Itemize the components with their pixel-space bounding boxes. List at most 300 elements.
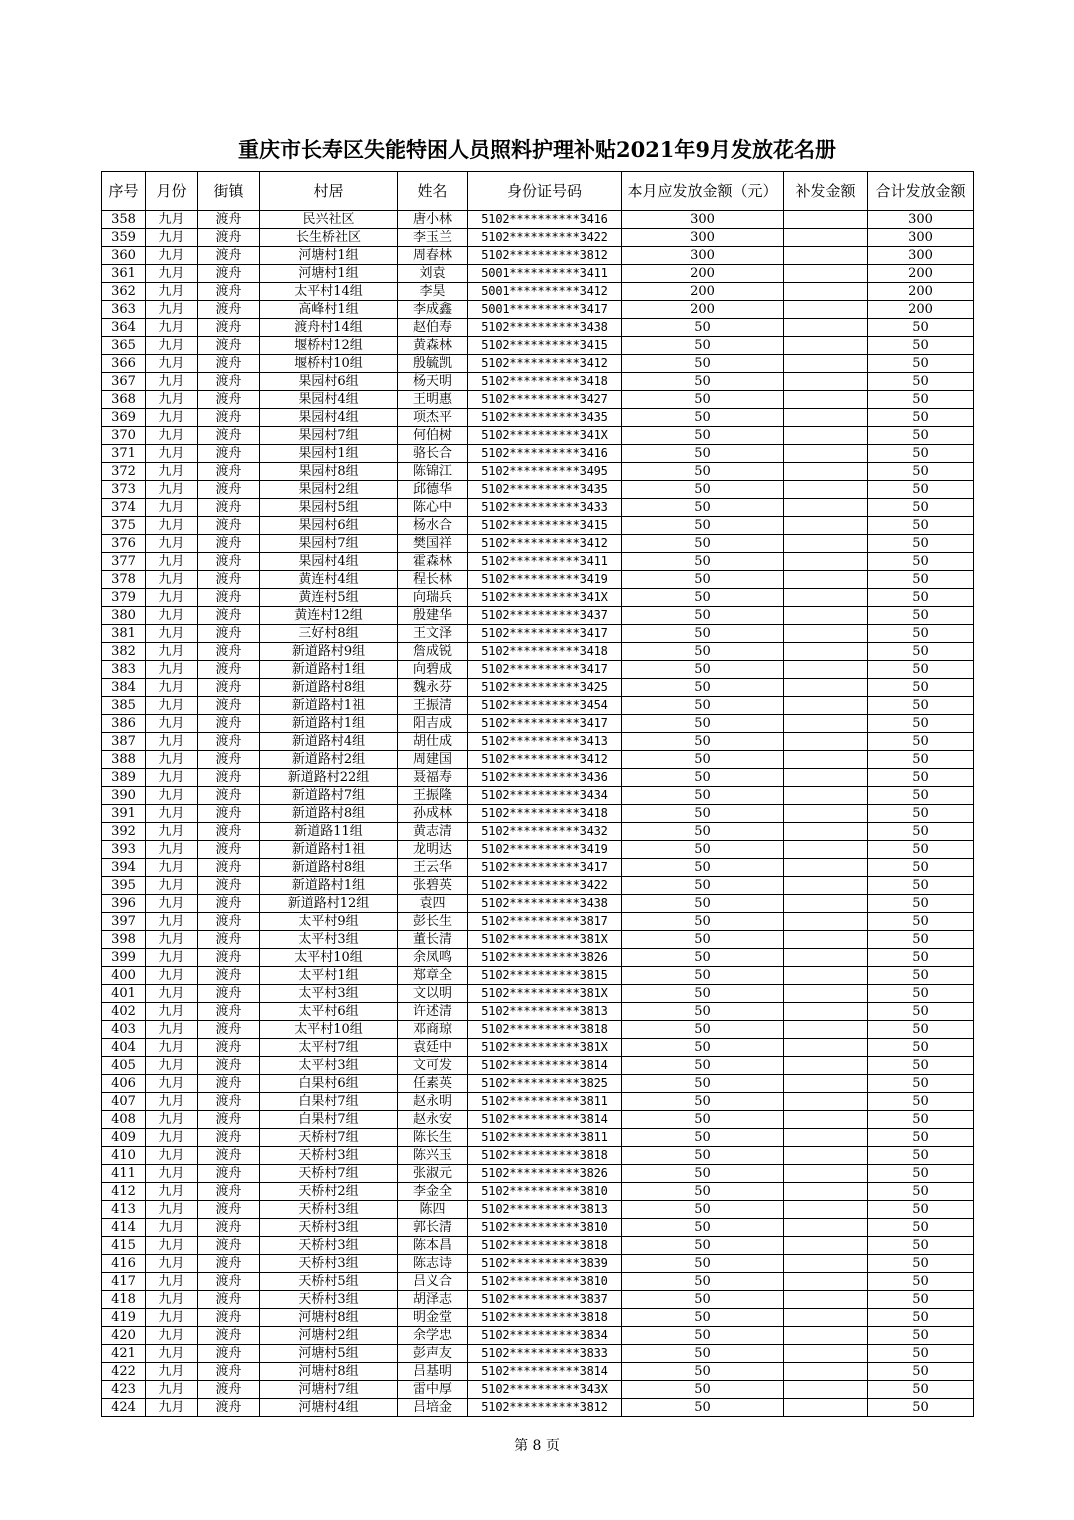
cell-index: 383 xyxy=(102,661,146,679)
table-row xyxy=(102,283,974,301)
header-monthly-amount: 本月应发放金额（元） xyxy=(622,172,784,211)
cell-total-amount: 50 xyxy=(868,319,974,337)
cell-supplement-amount xyxy=(784,1129,868,1147)
cell-index: 390 xyxy=(102,787,146,805)
cell-index: 387 xyxy=(102,733,146,751)
table-header-row xyxy=(102,172,974,211)
cell-town: 渡舟 xyxy=(198,535,260,553)
cell-id-number: 5102**********3417 xyxy=(468,625,622,643)
cell-town: 渡舟 xyxy=(198,355,260,373)
cell-town: 渡舟 xyxy=(198,895,260,913)
cell-id-number: 5102**********341X xyxy=(468,427,622,445)
cell-village: 新道路村9组 xyxy=(260,643,398,661)
cell-village: 果园村6组 xyxy=(260,373,398,391)
cell-name: 邱德华 xyxy=(398,481,468,499)
cell-name: 王文泽 xyxy=(398,625,468,643)
cell-id-number: 5102**********3427 xyxy=(468,391,622,409)
cell-monthly-amount: 50 xyxy=(622,1399,784,1417)
cell-town: 渡舟 xyxy=(198,571,260,589)
cell-month: 九月 xyxy=(146,643,198,661)
table-row xyxy=(102,355,974,373)
cell-month: 九月 xyxy=(146,1309,198,1327)
cell-monthly-amount: 50 xyxy=(622,1363,784,1381)
cell-supplement-amount xyxy=(784,553,868,571)
cell-id-number: 5102**********3833 xyxy=(468,1345,622,1363)
cell-total-amount: 50 xyxy=(868,1093,974,1111)
cell-index: 381 xyxy=(102,625,146,643)
cell-name: 唐小林 xyxy=(398,211,468,229)
cell-index: 371 xyxy=(102,445,146,463)
cell-town: 渡舟 xyxy=(198,1345,260,1363)
cell-month: 九月 xyxy=(146,211,198,229)
cell-supplement-amount xyxy=(784,1201,868,1219)
cell-village: 新道路村1祖 xyxy=(260,697,398,715)
cell-village: 白果村7组 xyxy=(260,1111,398,1129)
cell-id-number: 5102**********3834 xyxy=(468,1327,622,1345)
cell-total-amount: 50 xyxy=(868,589,974,607)
cell-total-amount: 50 xyxy=(868,1057,974,1075)
cell-town: 渡舟 xyxy=(198,1057,260,1075)
cell-monthly-amount: 50 xyxy=(622,1021,784,1039)
table-row xyxy=(102,229,974,247)
cell-supplement-amount xyxy=(784,409,868,427)
cell-total-amount: 50 xyxy=(868,841,974,859)
cell-month: 九月 xyxy=(146,1273,198,1291)
cell-total-amount: 50 xyxy=(868,1291,974,1309)
cell-index: 419 xyxy=(102,1309,146,1327)
table-row xyxy=(102,1219,974,1237)
cell-month: 九月 xyxy=(146,1327,198,1345)
cell-index: 409 xyxy=(102,1129,146,1147)
cell-monthly-amount: 50 xyxy=(622,445,784,463)
cell-monthly-amount: 50 xyxy=(622,1129,784,1147)
cell-month: 九月 xyxy=(146,1291,198,1309)
cell-total-amount: 50 xyxy=(868,823,974,841)
cell-village: 高峰村1组 xyxy=(260,301,398,319)
cell-village: 天桥村3组 xyxy=(260,1291,398,1309)
cell-village: 果园村7组 xyxy=(260,427,398,445)
table-row xyxy=(102,571,974,589)
cell-supplement-amount xyxy=(784,697,868,715)
cell-supplement-amount xyxy=(784,535,868,553)
cell-total-amount: 50 xyxy=(868,571,974,589)
table-row xyxy=(102,553,974,571)
cell-town: 渡舟 xyxy=(198,319,260,337)
cell-monthly-amount: 50 xyxy=(622,805,784,823)
cell-supplement-amount xyxy=(784,373,868,391)
cell-town: 渡舟 xyxy=(198,283,260,301)
table-row xyxy=(102,247,974,265)
cell-village: 太平村9组 xyxy=(260,913,398,931)
cell-total-amount: 50 xyxy=(868,1237,974,1255)
cell-index: 416 xyxy=(102,1255,146,1273)
cell-village: 河塘村1组 xyxy=(260,265,398,283)
cell-supplement-amount xyxy=(784,859,868,877)
cell-village: 太平村3组 xyxy=(260,1057,398,1075)
cell-village: 果园村4组 xyxy=(260,391,398,409)
cell-monthly-amount: 50 xyxy=(622,1345,784,1363)
cell-total-amount: 50 xyxy=(868,373,974,391)
table-row xyxy=(102,931,974,949)
table-row xyxy=(102,1147,974,1165)
cell-village: 果园村5组 xyxy=(260,499,398,517)
cell-name: 明金堂 xyxy=(398,1309,468,1327)
cell-monthly-amount: 50 xyxy=(622,787,784,805)
cell-name: 陈锦江 xyxy=(398,463,468,481)
cell-month: 九月 xyxy=(146,355,198,373)
cell-month: 九月 xyxy=(146,823,198,841)
cell-town: 渡舟 xyxy=(198,967,260,985)
cell-id-number: 5102**********3818 xyxy=(468,1021,622,1039)
cell-name: 邓商琼 xyxy=(398,1021,468,1039)
table-row xyxy=(102,1057,974,1075)
cell-total-amount: 50 xyxy=(868,1147,974,1165)
cell-total-amount: 200 xyxy=(868,283,974,301)
table-row xyxy=(102,625,974,643)
cell-index: 372 xyxy=(102,463,146,481)
cell-index: 394 xyxy=(102,859,146,877)
cell-id-number: 5102**********3810 xyxy=(468,1219,622,1237)
cell-id-number: 5102**********3454 xyxy=(468,697,622,715)
cell-supplement-amount xyxy=(784,427,868,445)
header-total-amount: 合计发放金额 xyxy=(868,172,974,211)
cell-total-amount: 50 xyxy=(868,1381,974,1399)
cell-name: 袁廷中 xyxy=(398,1039,468,1057)
cell-supplement-amount xyxy=(784,949,868,967)
cell-supplement-amount xyxy=(784,1345,868,1363)
cell-supplement-amount xyxy=(784,1147,868,1165)
cell-id-number: 5102**********3419 xyxy=(468,571,622,589)
cell-village: 天桥村3组 xyxy=(260,1237,398,1255)
table-row xyxy=(102,895,974,913)
header-index: 序号 xyxy=(102,172,146,211)
cell-town: 渡舟 xyxy=(198,913,260,931)
cell-monthly-amount: 200 xyxy=(622,283,784,301)
cell-monthly-amount: 50 xyxy=(622,355,784,373)
cell-village: 天桥村7组 xyxy=(260,1165,398,1183)
cell-index: 358 xyxy=(102,211,146,229)
cell-total-amount: 50 xyxy=(868,535,974,553)
table-row xyxy=(102,1309,974,1327)
cell-supplement-amount xyxy=(784,1111,868,1129)
cell-id-number: 5102**********3826 xyxy=(468,1165,622,1183)
cell-total-amount: 50 xyxy=(868,1399,974,1417)
cell-monthly-amount: 50 xyxy=(622,373,784,391)
header-name: 姓名 xyxy=(398,172,468,211)
cell-monthly-amount: 50 xyxy=(622,499,784,517)
cell-name: 胡仕成 xyxy=(398,733,468,751)
cell-month: 九月 xyxy=(146,769,198,787)
cell-month: 九月 xyxy=(146,337,198,355)
cell-month: 九月 xyxy=(146,1039,198,1057)
cell-town: 渡舟 xyxy=(198,805,260,823)
cell-village: 堰桥村10组 xyxy=(260,355,398,373)
cell-index: 367 xyxy=(102,373,146,391)
cell-total-amount: 50 xyxy=(868,805,974,823)
table-row xyxy=(102,787,974,805)
cell-name: 樊国祥 xyxy=(398,535,468,553)
cell-village: 果园村6组 xyxy=(260,517,398,535)
cell-monthly-amount: 50 xyxy=(622,571,784,589)
cell-town: 渡舟 xyxy=(198,1021,260,1039)
table-row xyxy=(102,859,974,877)
cell-index: 379 xyxy=(102,589,146,607)
table-row xyxy=(102,481,974,499)
cell-name: 胡泽志 xyxy=(398,1291,468,1309)
cell-supplement-amount xyxy=(784,571,868,589)
table-row xyxy=(102,715,974,733)
cell-index: 385 xyxy=(102,697,146,715)
cell-total-amount: 50 xyxy=(868,553,974,571)
cell-monthly-amount: 50 xyxy=(622,625,784,643)
cell-id-number: 5102**********3419 xyxy=(468,841,622,859)
cell-town: 渡舟 xyxy=(198,859,260,877)
cell-month: 九月 xyxy=(146,1165,198,1183)
cell-total-amount: 50 xyxy=(868,931,974,949)
cell-index: 364 xyxy=(102,319,146,337)
cell-name: 向瑞兵 xyxy=(398,589,468,607)
cell-month: 九月 xyxy=(146,301,198,319)
cell-month: 九月 xyxy=(146,481,198,499)
table-row xyxy=(102,679,974,697)
cell-month: 九月 xyxy=(146,1057,198,1075)
cell-id-number: 5102**********3814 xyxy=(468,1057,622,1075)
cell-town: 渡舟 xyxy=(198,1327,260,1345)
table-row xyxy=(102,1021,974,1039)
cell-month: 九月 xyxy=(146,751,198,769)
cell-month: 九月 xyxy=(146,1345,198,1363)
cell-supplement-amount xyxy=(784,1165,868,1183)
cell-town: 渡舟 xyxy=(198,715,260,733)
cell-id-number: 5102**********3815 xyxy=(468,967,622,985)
cell-id-number: 5102**********3418 xyxy=(468,643,622,661)
cell-name: 赵永安 xyxy=(398,1111,468,1129)
cell-index: 393 xyxy=(102,841,146,859)
cell-total-amount: 50 xyxy=(868,769,974,787)
cell-village: 太平村3组 xyxy=(260,985,398,1003)
cell-month: 九月 xyxy=(146,1255,198,1273)
cell-total-amount: 50 xyxy=(868,607,974,625)
cell-index: 408 xyxy=(102,1111,146,1129)
cell-name: 雷中厚 xyxy=(398,1381,468,1399)
cell-total-amount: 50 xyxy=(868,445,974,463)
cell-village: 河塘村1组 xyxy=(260,247,398,265)
cell-supplement-amount xyxy=(784,1399,868,1417)
cell-monthly-amount: 50 xyxy=(622,1255,784,1273)
cell-town: 渡舟 xyxy=(198,517,260,535)
cell-id-number: 5102**********3433 xyxy=(468,499,622,517)
cell-total-amount: 50 xyxy=(868,1363,974,1381)
cell-month: 九月 xyxy=(146,499,198,517)
cell-village: 黄连村5组 xyxy=(260,589,398,607)
cell-supplement-amount xyxy=(784,1057,868,1075)
cell-village: 河塘村8组 xyxy=(260,1363,398,1381)
cell-monthly-amount: 50 xyxy=(622,337,784,355)
cell-town: 渡舟 xyxy=(198,1129,260,1147)
cell-name: 黄森林 xyxy=(398,337,468,355)
cell-village: 河塘村8组 xyxy=(260,1309,398,1327)
cell-total-amount: 300 xyxy=(868,247,974,265)
cell-index: 373 xyxy=(102,481,146,499)
table-row xyxy=(102,1183,974,1201)
cell-monthly-amount: 50 xyxy=(622,733,784,751)
cell-index: 360 xyxy=(102,247,146,265)
cell-town: 渡舟 xyxy=(198,409,260,427)
table-row xyxy=(102,913,974,931)
cell-index: 407 xyxy=(102,1093,146,1111)
cell-total-amount: 50 xyxy=(868,715,974,733)
table-row xyxy=(102,967,974,985)
cell-supplement-amount xyxy=(784,877,868,895)
cell-village: 天桥村3组 xyxy=(260,1219,398,1237)
cell-id-number: 5102**********3837 xyxy=(468,1291,622,1309)
cell-index: 363 xyxy=(102,301,146,319)
cell-supplement-amount xyxy=(784,823,868,841)
cell-id-number: 5102**********3438 xyxy=(468,895,622,913)
cell-town: 渡舟 xyxy=(198,589,260,607)
cell-index: 415 xyxy=(102,1237,146,1255)
cell-index: 359 xyxy=(102,229,146,247)
cell-total-amount: 50 xyxy=(868,499,974,517)
header-id-number: 身份证号码 xyxy=(468,172,622,211)
cell-village: 堰桥村12组 xyxy=(260,337,398,355)
cell-total-amount: 50 xyxy=(868,1327,974,1345)
cell-monthly-amount: 50 xyxy=(622,409,784,427)
cell-month: 九月 xyxy=(146,949,198,967)
cell-name: 骆长合 xyxy=(398,445,468,463)
cell-monthly-amount: 50 xyxy=(622,895,784,913)
cell-town: 渡舟 xyxy=(198,373,260,391)
cell-index: 405 xyxy=(102,1057,146,1075)
cell-total-amount: 50 xyxy=(868,877,974,895)
cell-town: 渡舟 xyxy=(198,229,260,247)
cell-monthly-amount: 50 xyxy=(622,859,784,877)
cell-id-number: 5102**********3436 xyxy=(468,769,622,787)
table-row xyxy=(102,427,974,445)
cell-monthly-amount: 50 xyxy=(622,553,784,571)
document-title: 重庆市长寿区失能特困人员照料护理补贴2021年9月发放花名册 xyxy=(237,137,837,162)
cell-village: 太平村1组 xyxy=(260,967,398,985)
cell-total-amount: 50 xyxy=(868,625,974,643)
cell-id-number: 5102**********3811 xyxy=(468,1093,622,1111)
cell-id-number: 5102**********3818 xyxy=(468,1147,622,1165)
cell-total-amount: 50 xyxy=(868,1129,974,1147)
header-town: 街镇 xyxy=(198,172,260,211)
cell-month: 九月 xyxy=(146,805,198,823)
cell-month: 九月 xyxy=(146,985,198,1003)
header-village: 村居 xyxy=(260,172,398,211)
table-row xyxy=(102,1093,974,1111)
cell-supplement-amount xyxy=(784,517,868,535)
cell-name: 陈长生 xyxy=(398,1129,468,1147)
table-row xyxy=(102,877,974,895)
cell-supplement-amount xyxy=(784,589,868,607)
cell-supplement-amount xyxy=(784,1093,868,1111)
cell-village: 新道路村8组 xyxy=(260,805,398,823)
cell-town: 渡舟 xyxy=(198,301,260,319)
cell-monthly-amount: 50 xyxy=(622,643,784,661)
cell-total-amount: 50 xyxy=(868,913,974,931)
cell-name: 任素英 xyxy=(398,1075,468,1093)
table-row xyxy=(102,1237,974,1255)
table-row xyxy=(102,535,974,553)
cell-town: 渡舟 xyxy=(198,625,260,643)
cell-month: 九月 xyxy=(146,409,198,427)
cell-index: 369 xyxy=(102,409,146,427)
cell-month: 九月 xyxy=(146,1219,198,1237)
cell-month: 九月 xyxy=(146,913,198,931)
cell-supplement-amount xyxy=(784,1381,868,1399)
cell-monthly-amount: 50 xyxy=(622,715,784,733)
cell-month: 九月 xyxy=(146,1147,198,1165)
cell-name: 陈志诗 xyxy=(398,1255,468,1273)
cell-town: 渡舟 xyxy=(198,1165,260,1183)
cell-id-number: 5102**********3818 xyxy=(468,1237,622,1255)
cell-total-amount: 50 xyxy=(868,337,974,355)
cell-town: 渡舟 xyxy=(198,1237,260,1255)
table-row xyxy=(102,985,974,1003)
cell-name: 周春林 xyxy=(398,247,468,265)
cell-total-amount: 50 xyxy=(868,1345,974,1363)
cell-month: 九月 xyxy=(146,319,198,337)
cell-village: 新道路村22组 xyxy=(260,769,398,787)
cell-index: 404 xyxy=(102,1039,146,1057)
cell-town: 渡舟 xyxy=(198,607,260,625)
cell-index: 365 xyxy=(102,337,146,355)
cell-town: 渡舟 xyxy=(198,337,260,355)
cell-id-number: 5102**********3418 xyxy=(468,373,622,391)
table-row xyxy=(102,1075,974,1093)
cell-monthly-amount: 50 xyxy=(622,1291,784,1309)
cell-town: 渡舟 xyxy=(198,1363,260,1381)
cell-index: 377 xyxy=(102,553,146,571)
cell-supplement-amount xyxy=(784,229,868,247)
cell-total-amount: 50 xyxy=(868,1021,974,1039)
cell-month: 九月 xyxy=(146,625,198,643)
cell-id-number: 5102**********381X xyxy=(468,985,622,1003)
cell-id-number: 5102**********3417 xyxy=(468,715,622,733)
cell-village: 天桥村3组 xyxy=(260,1147,398,1165)
cell-village: 新道路村2组 xyxy=(260,751,398,769)
cell-name: 许述清 xyxy=(398,1003,468,1021)
header-supplement-amount: 补发金额 xyxy=(784,172,868,211)
cell-index: 417 xyxy=(102,1273,146,1291)
cell-supplement-amount xyxy=(784,1237,868,1255)
table-row xyxy=(102,805,974,823)
cell-total-amount: 50 xyxy=(868,1111,974,1129)
cell-town: 渡舟 xyxy=(198,211,260,229)
cell-town: 渡舟 xyxy=(198,427,260,445)
cell-monthly-amount: 50 xyxy=(622,967,784,985)
table-row xyxy=(102,823,974,841)
cell-index: 421 xyxy=(102,1345,146,1363)
cell-name: 李金全 xyxy=(398,1183,468,1201)
cell-month: 九月 xyxy=(146,589,198,607)
cell-monthly-amount: 50 xyxy=(622,607,784,625)
table-row xyxy=(102,949,974,967)
cell-town: 渡舟 xyxy=(198,481,260,499)
cell-month: 九月 xyxy=(146,1003,198,1021)
cell-town: 渡舟 xyxy=(198,949,260,967)
cell-name: 董长清 xyxy=(398,931,468,949)
cell-monthly-amount: 50 xyxy=(622,931,784,949)
cell-id-number: 5102**********3418 xyxy=(468,805,622,823)
cell-id-number: 5102**********343X xyxy=(468,1381,622,1399)
cell-monthly-amount: 300 xyxy=(622,247,784,265)
cell-month: 九月 xyxy=(146,427,198,445)
cell-monthly-amount: 50 xyxy=(622,589,784,607)
cell-town: 渡舟 xyxy=(198,463,260,481)
